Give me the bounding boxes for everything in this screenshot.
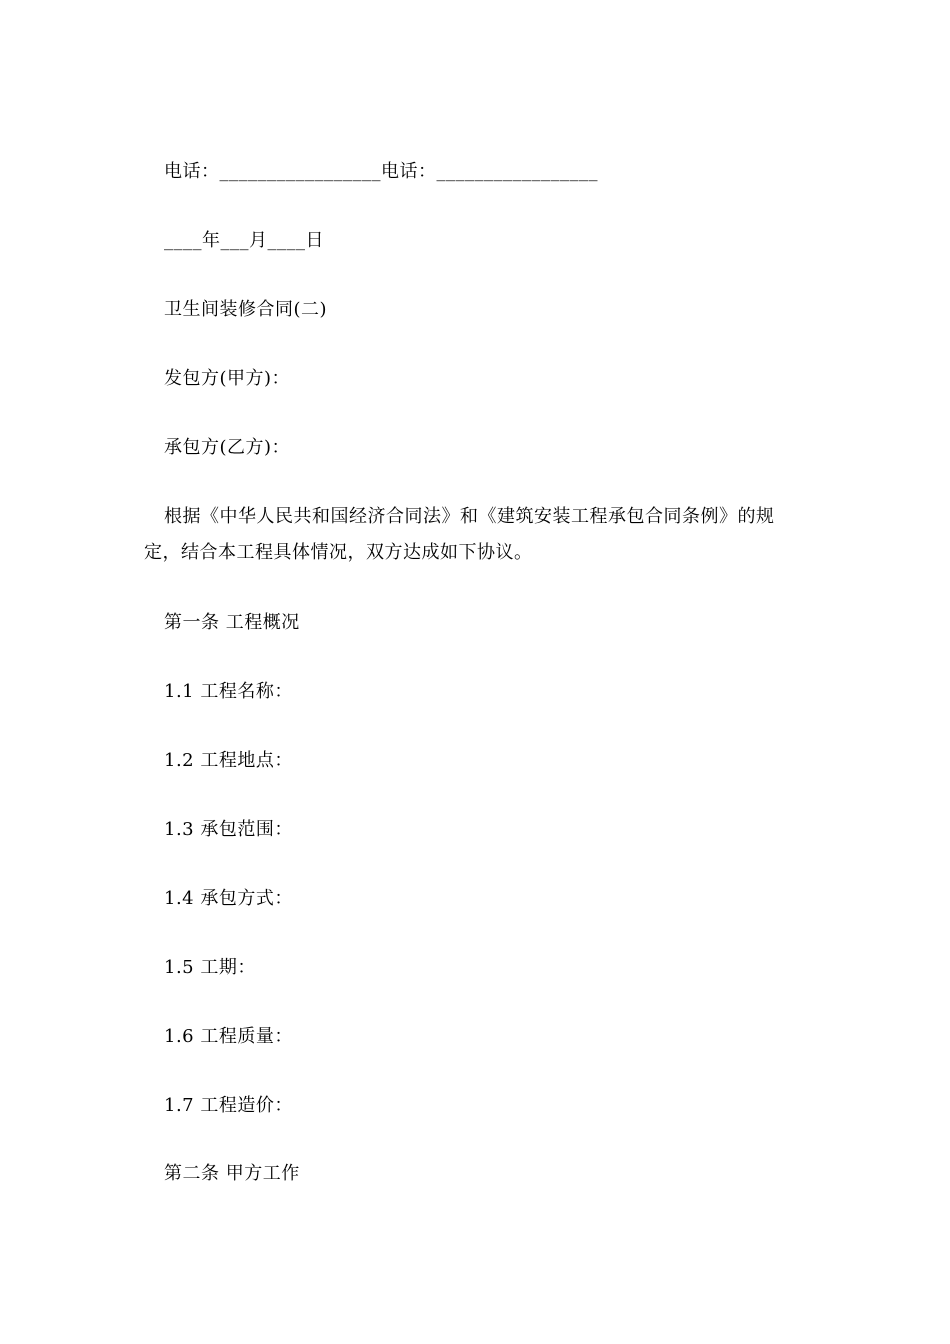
item-1-2: 1.2 工程地点： (164, 750, 293, 771)
preamble-paragraph: 根据《中华人民共和国经济合同法》和《建筑安装工程承包合同条例》的规定，结合本工程具体情况，双方达成如下协议。 (144, 506, 775, 563)
contract-title: 卫生间装修合同(二) (164, 299, 328, 320)
item-1-5: 1.5 工期： (164, 957, 256, 978)
party-b-line: 承包方(乙方)： (164, 437, 291, 458)
date-line: ____年___月____日 (164, 230, 324, 251)
item-1-7: 1.7 工程造价： (164, 1095, 293, 1116)
item-1-1: 1.1 工程名称： (164, 681, 293, 702)
party-a-line: 发包方(甲方)： (164, 368, 291, 389)
article-2-title: 第二条 甲方工作 (164, 1163, 300, 1184)
item-1-4: 1.4 承包方式： (164, 888, 293, 909)
article-1-title: 第一条 工程概况 (164, 612, 300, 633)
phone-line: 电话：_________________电话：_________________ (164, 161, 598, 182)
item-1-6: 1.6 工程质量： (164, 1026, 293, 1047)
item-1-3: 1.3 承包范围： (164, 819, 293, 840)
